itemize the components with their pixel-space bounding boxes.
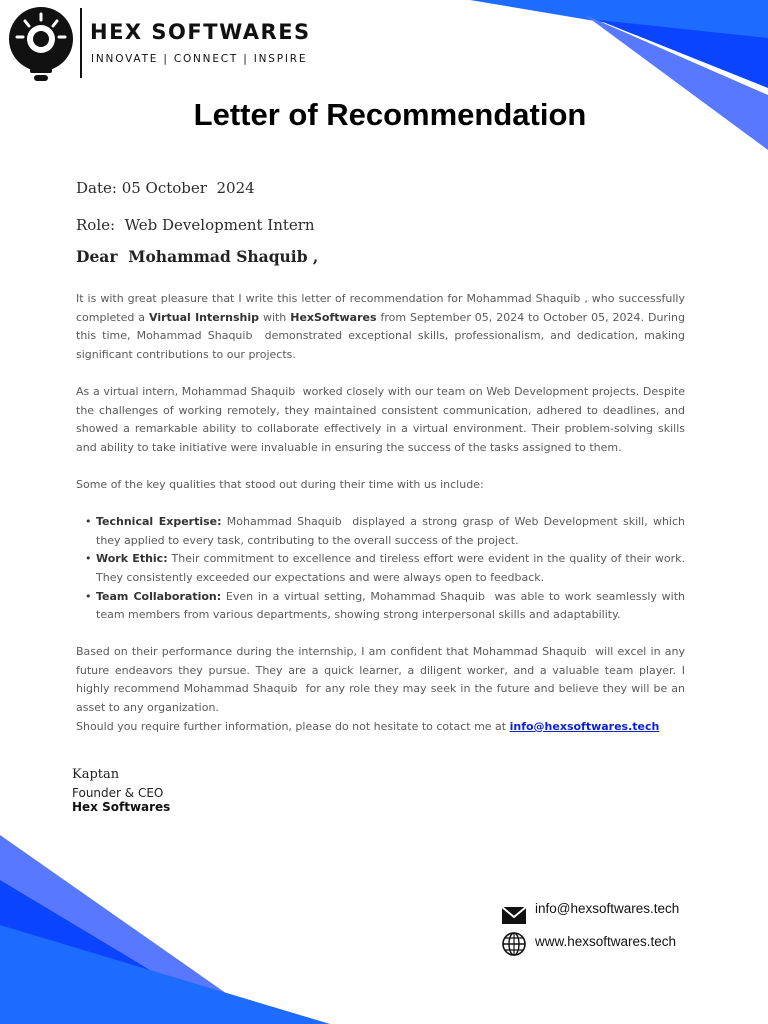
internship-type: Virtual Internship (149, 310, 259, 324)
paragraph-qualities-lead: Some of the key qualities that stood out during their time with us include: (76, 477, 484, 491)
list-item (85, 588, 689, 625)
footer-website[interactable]: www.hexsoftwares.tech (535, 934, 677, 949)
footer-email[interactable]: info@hexsoftwares.tech (535, 901, 680, 916)
brand-tagline: INNOVATE | CONNECT | INSPIRE (91, 53, 308, 65)
quality-text: Mohammad Shaquib displayed a strong grasp of Web Development skill, which they applied to every task, contributing to the overall success of the project. (96, 515, 689, 547)
letter-greeting: Dear Mohammad Shaquib , (76, 247, 319, 266)
qualities-list (76, 513, 689, 625)
quality-label: Technical Expertise: (96, 515, 222, 529)
paragraph-intro-text: from September 05, 2024 to October 05, 2024. During this time, Mohammad Shaquib demonstrated exceptional skills, professionalism, and dedication, making significant contributions to our projects. (76, 310, 689, 361)
letter-role: Role: Web Development Intern (76, 216, 315, 234)
brand-divider (80, 8, 82, 78)
list-item (85, 513, 689, 550)
quality-text: Even in a virtual setting, Mohammad Shaquib was able to work seamlessly with team members from various departments, showing strong interpersonal skills and adaptability. (96, 589, 689, 622)
bullet-icon: • (85, 589, 92, 603)
bullet-icon: • (85, 515, 92, 529)
paragraph-intro-text: with (259, 310, 291, 324)
document-title: Letter of Recommendation (193, 97, 587, 132)
lightbulb-gear-icon (8, 6, 76, 82)
paragraph-contact (76, 718, 685, 737)
envelope-icon (500, 902, 528, 928)
quality-label: Work Ethic: (96, 552, 168, 566)
letter-date: Date: 05 October 2024 (76, 179, 255, 197)
paragraph-experience: As a virtual intern, Mohammad Shaquib worked closely with our team on Web Development projects. Despite the challenges of working remotely, they maintained consistent communication, adhered to deadlines, and showed a remarkable ability to collaborate effectively in a virtual environment. Their problem-solving skills and ability to take initiative were invaluable in ensuring the success of the tasks assigned to them. (76, 384, 689, 454)
paragraph-intro-text: It is with great pleasure that I write this letter of recommendation for Mohammad Shaquib , who successfully completed a (76, 292, 689, 324)
brand-name: HEX SOFTWARES (90, 20, 311, 44)
paragraph-intro (76, 290, 689, 364)
signature-title: Founder & CEO (72, 786, 164, 800)
paragraph-contact-text: Should you require further information, please do not hesitate to cotact me at (76, 719, 510, 733)
letter-body (76, 290, 689, 736)
company-name: HexSoftwares (290, 310, 377, 324)
contact-email-link[interactable]: info@hexsoftwares.tech (509, 719, 660, 733)
list-item (85, 550, 689, 587)
quality-text: Their commitment to excellence and tireless effort were evident in the quality of their work. They consistently exceeded our expectations and were always open to feedback. (96, 552, 689, 584)
paragraph-recommendation: Based on their performance during the internship, I am confident that Mohammad Shaquib will excel in any future endeavors they pursue. They are a quick learner, a diligent worker, and a valuable team player. I highly recommend Mohammad Shaquib for any role they may seek in the future and believe they will be an asset to any organization. (76, 645, 689, 715)
quality-label: Team Collaboration: (96, 589, 222, 603)
bullet-icon: • (85, 552, 92, 566)
globe-icon (500, 931, 528, 957)
signature-org: Hex Softwares (72, 800, 171, 814)
signature-name: Kaptan (72, 767, 120, 782)
